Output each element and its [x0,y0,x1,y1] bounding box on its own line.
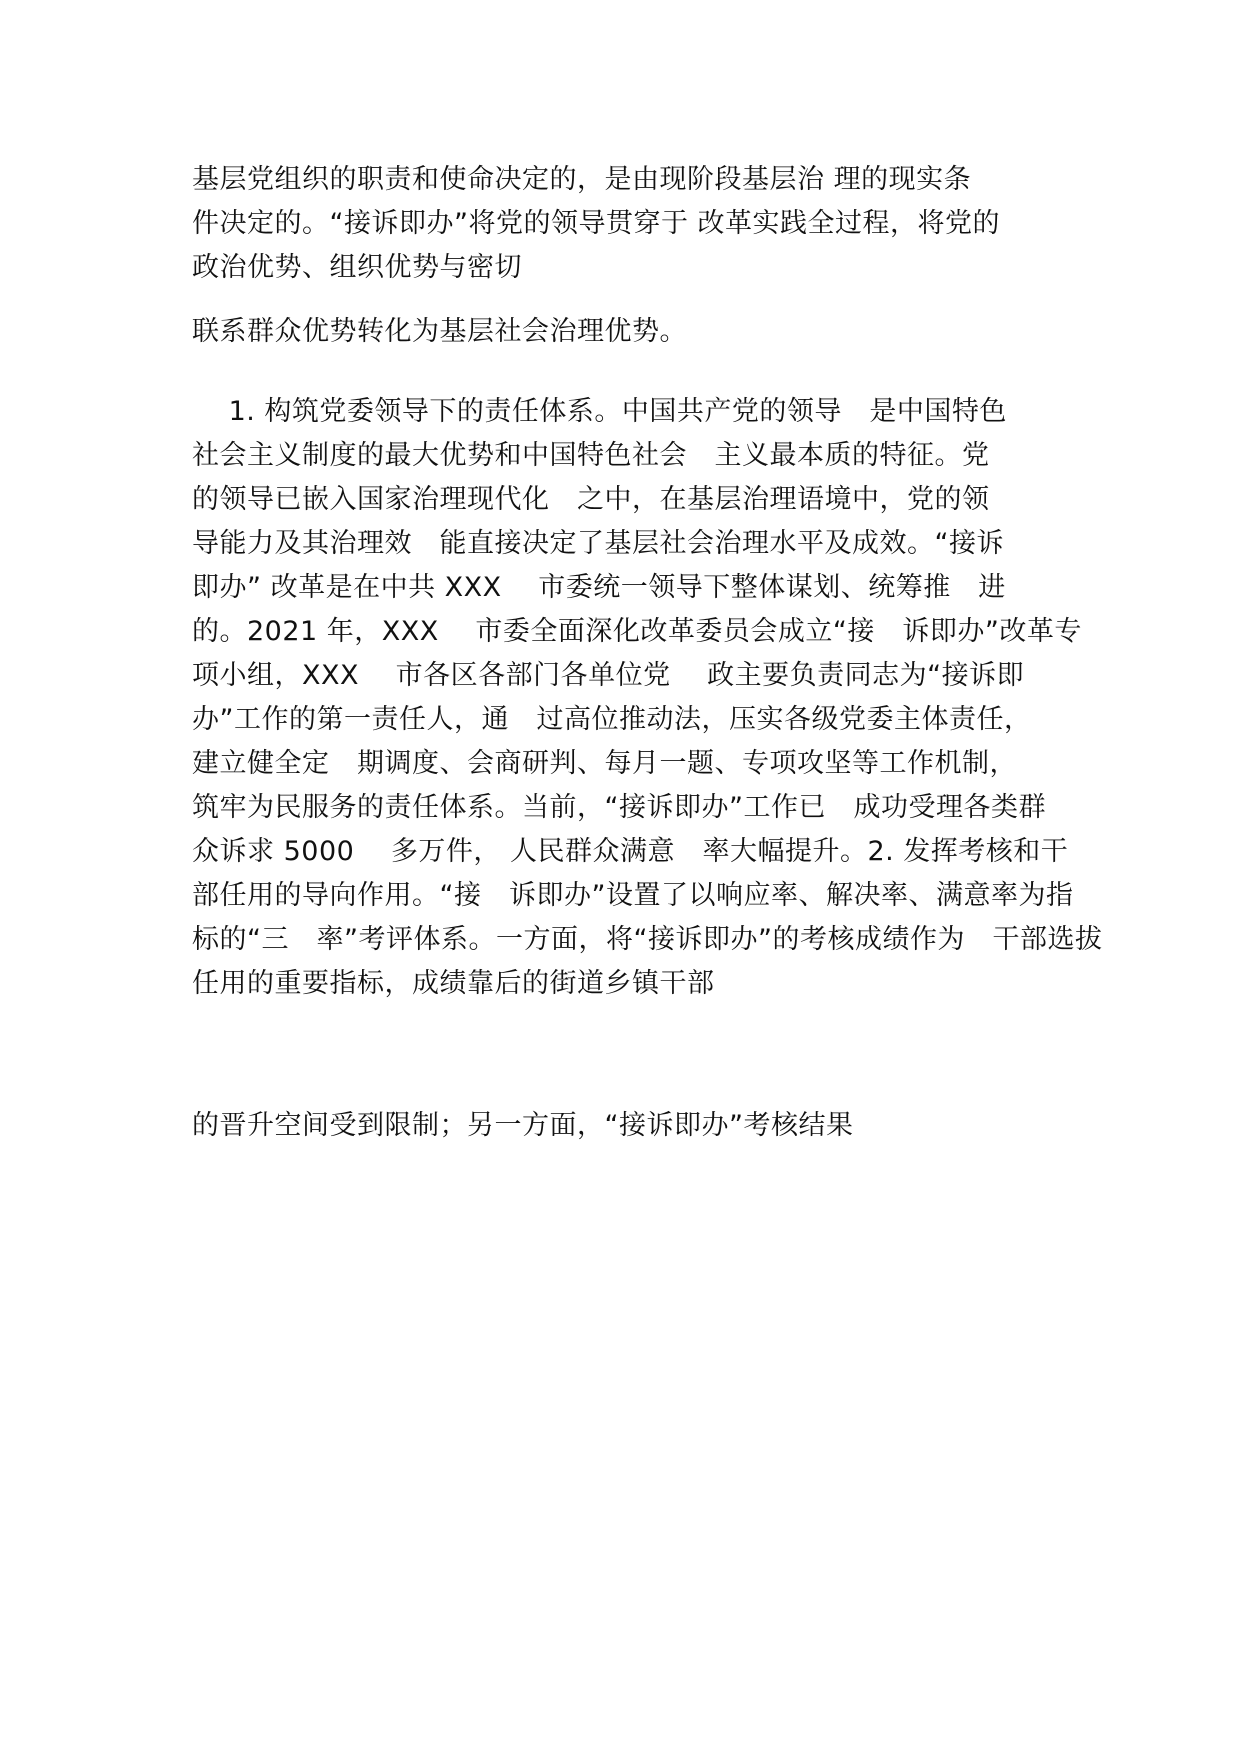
text-line: 政治优势、组织优势与密切 [192,252,522,283]
text-line: 的。2021 年，XXX 市委全面深化改革委员会成立“接 诉即办”改革专 [192,616,1082,647]
paragraph-4 [192,1104,1072,1148]
paragraph-3 [192,390,1103,1006]
text-line: 件决定的。“接诉即办”将党的领导贯穿于 改革实践全过程，将党的 [192,208,1001,239]
text-line: 部任用的导向作用。“接 诉即办”设置了以响应率、解决率、满意率为指 [192,880,1074,911]
text-line: 的领导已嵌入国家治理现代化 之中，在基层治理语境中，党的领 [192,484,990,515]
text-line: 基层党组织的职责和使命决定的，是由现阶段基层治 理的现实条 [192,164,972,195]
paragraph-1 [192,158,1072,290]
text-line: 导能力及其治理效 能直接决定了基层社会治理水平及成效。“接诉 [192,528,1004,559]
text-line: 社会主义制度的最大优势和中国特色社会 主义最本质的特征。党 [192,440,990,471]
text-line: 的晋升空间受到限制；另一方面，“接诉即办”考核结果 [192,1110,854,1141]
text-line: 即办” 改革是在中共 XXX 市委统一领导下整体谋划、统筹推 进 [192,572,1006,603]
paragraph-2 [192,310,1072,354]
text-line: 联系群众优势转化为基层社会治理优势。 [192,316,687,347]
text-line: 建立健全定 期调度、会商研判、每月一题、专项攻坚等工作机制， [192,748,1017,779]
text-line: 1. 构筑党委领导下的责任体系。中国共产党的领导 是中国特色 [192,396,1007,427]
text-line: 办”工作的第一责任人，通 过高位推动法，压实各级党委主体责任， [192,704,1032,735]
text-line: 标的“三 率”考评体系。一方面，将“接诉即办”的考核成绩作为 干部选拔 [192,924,1103,955]
text-line: 项小组，XXX 市各区各部门各单位党 政主要负责同志为“接诉即 [192,660,1025,691]
text-line: 众诉求 5000 多万件， 人民群众满意 率大幅提升。2. 发挥考核和干 [192,836,1069,867]
text-line: 筑牢为民服务的责任体系。当前，“接诉即办”工作已 成功受理各类群 [192,792,1046,823]
text-line: 任用的重要指标，成绩靠后的街道乡镇干部 [192,968,715,999]
